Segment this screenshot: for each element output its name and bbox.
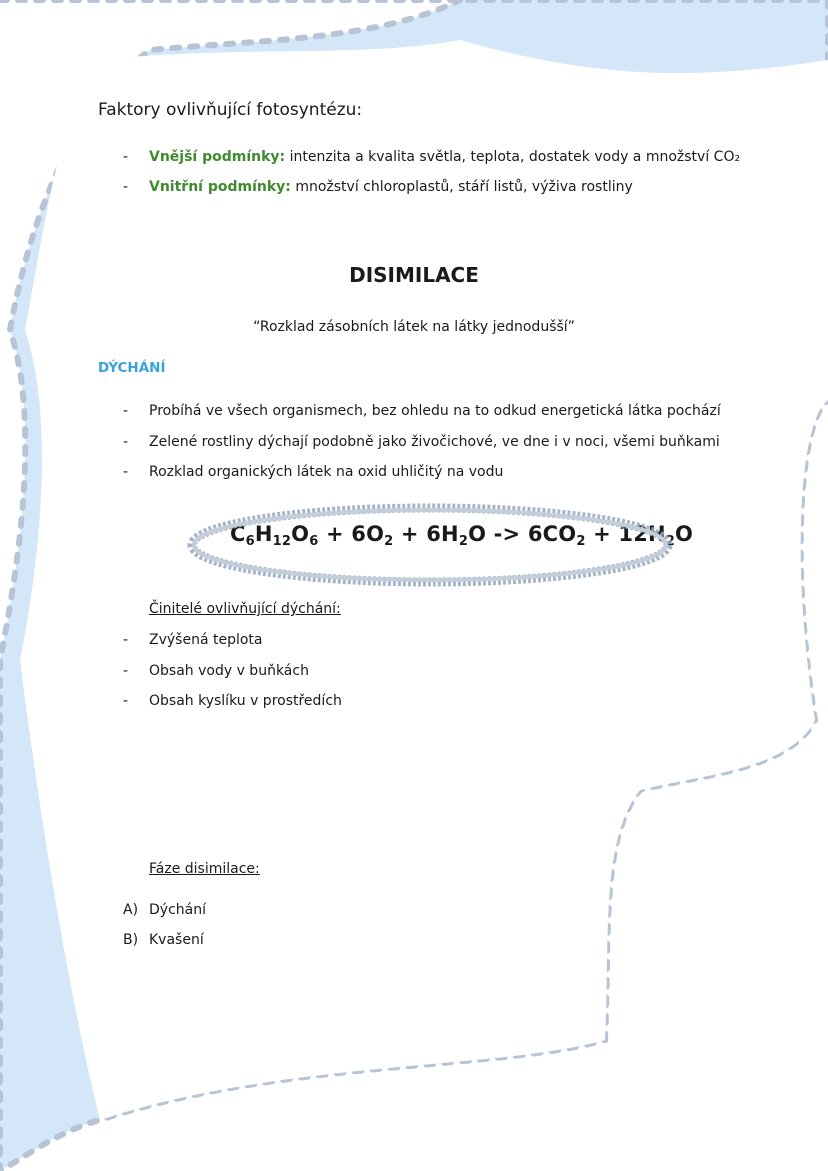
dychani-bullet-1: Probíhá ve všech organismech, bez ohledu na to odkud energetická látka pochází xyxy=(149,403,721,419)
factors-respiration-heading: Činitelé ovlivňující dýchání: xyxy=(149,601,341,617)
bullet-dash: - xyxy=(123,179,129,195)
bullet-dash: - xyxy=(123,434,129,450)
phases-heading: Fáze disimilace: xyxy=(149,861,260,877)
definition-quote: “Rozklad zásobních látek na látky jednodušší” xyxy=(253,319,575,335)
factor-label-external: Vnější podmínky: xyxy=(149,149,286,165)
factor-text-internal: množství chloroplastů, stáří listů, výživa rostliny xyxy=(290,179,633,195)
factor-text-external: intenzita a kvalita světla, teplota, dostatek vody a množství CO₂ xyxy=(285,149,741,165)
bullet-dash: - xyxy=(123,663,129,679)
bullet-dash: - xyxy=(123,693,129,709)
bullet-dash: - xyxy=(123,464,129,480)
page-title: DISIMILACE xyxy=(349,263,479,287)
respiration-factor-1: Zvýšená teplota xyxy=(149,632,263,648)
phase-marker-b: B) xyxy=(123,932,139,948)
dychani-bullet-3: Rozklad organických látek na oxid uhličitý na vodu xyxy=(149,464,504,480)
respiration-equation-text: $C_6H_{12}O_6 + 6O_2 + 6H_2O -> 6CO_2 + 12H_2O$ xyxy=(230,522,694,549)
bullet-dash: - xyxy=(123,632,129,648)
bullet-dash: - xyxy=(123,403,129,419)
factor-label-internal: Vnitřní podmínky: xyxy=(149,179,291,195)
dychani-bullet-2: Zelené rostliny dýchají podobně jako živočichové, ve dne i v noci, všemi buňkami xyxy=(149,434,720,450)
factor-item-external xyxy=(149,149,740,165)
respiration-factor-2: Obsah vody v buňkách xyxy=(149,663,309,679)
phase-item-b: Kvašení xyxy=(149,932,204,948)
factor-item-internal xyxy=(149,179,633,195)
bullet-dash: - xyxy=(123,149,129,165)
factors-heading: Faktory ovlivňující fotosyntézu: xyxy=(98,100,363,120)
equation-oval-frame xyxy=(185,500,675,590)
respiration-factor-3: Obsah kyslíku v prostředích xyxy=(149,693,342,709)
phase-marker-a: A) xyxy=(123,902,139,918)
section-heading-dychani: DÝCHÁNÍ xyxy=(98,360,166,376)
phase-item-a: Dýchání xyxy=(149,902,206,918)
